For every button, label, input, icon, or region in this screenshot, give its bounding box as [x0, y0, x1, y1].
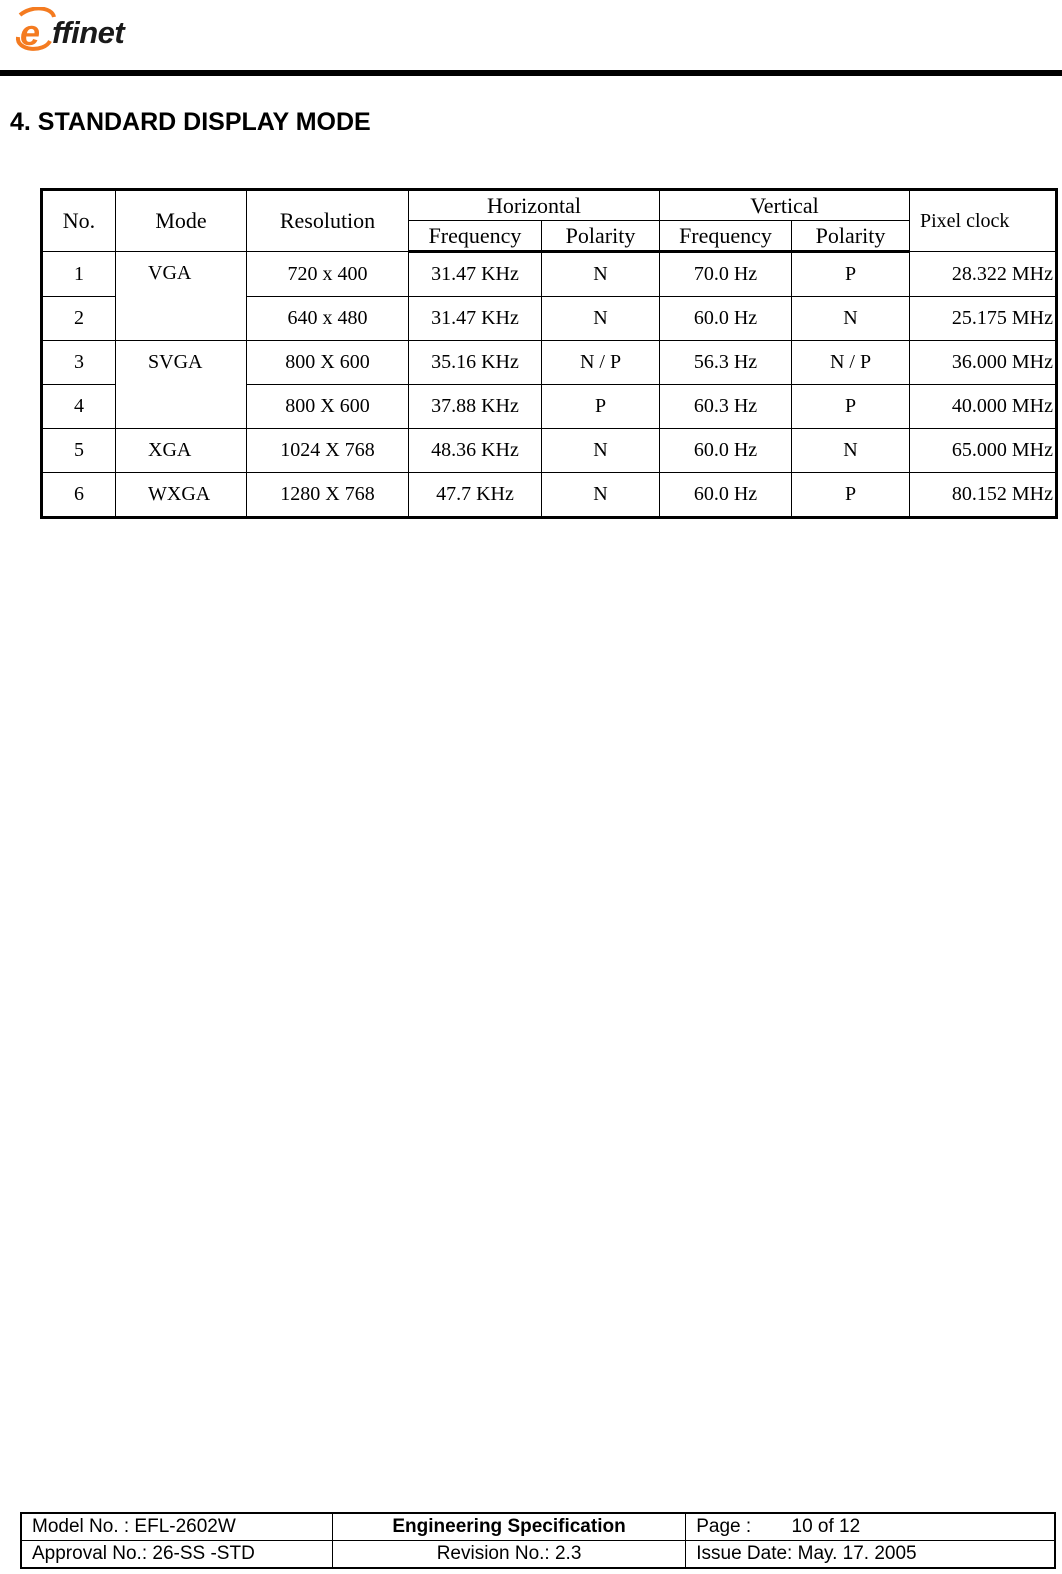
table-row: [42, 429, 1057, 473]
cell-h-frequency: 48.36 KHz: [409, 429, 542, 473]
cell-pixel-clock: 36.000 MHz: [910, 341, 1057, 385]
table-row: [42, 252, 1057, 297]
cell-v-polarity: P: [792, 385, 910, 429]
cell-h-polarity: N: [542, 473, 660, 518]
cell-no: 5: [42, 429, 116, 473]
cell-pixel-clock: 80.152 MHz: [910, 473, 1057, 518]
footer-model-no: Model No. : EFL-2602W: [21, 1513, 332, 1541]
cell-v-frequency: 70.0 Hz: [660, 252, 792, 297]
cell-h-frequency: 35.16 KHz: [409, 341, 542, 385]
cell-h-polarity: P: [542, 385, 660, 429]
header-h-polarity: Polarity: [542, 221, 660, 252]
header-h-frequency: Frequency: [409, 221, 542, 252]
cell-resolution: 640 x 480: [247, 297, 409, 341]
cell-resolution: 800 X 600: [247, 385, 409, 429]
cell-mode: XGA: [116, 429, 247, 473]
table-row: [42, 341, 1057, 385]
cell-v-frequency: 60.0 Hz: [660, 429, 792, 473]
header-no: No.: [42, 190, 116, 252]
footer-doc-title: Engineering Specification: [332, 1513, 685, 1541]
display-mode-table: [40, 188, 1058, 519]
cell-no: 3: [42, 341, 116, 385]
header-vertical: Vertical: [660, 190, 910, 221]
company-logo: [14, 2, 124, 58]
footer-page-label: Page :: [696, 1516, 752, 1537]
cell-resolution: 800 X 600: [247, 341, 409, 385]
header-rule: [0, 70, 1062, 76]
cell-no: 6: [42, 473, 116, 518]
cell-v-polarity: P: [792, 473, 910, 518]
document-footer: [20, 1512, 1056, 1569]
cell-pixel-clock: 25.175 MHz: [910, 297, 1057, 341]
footer-revision-no: Revision No.: 2.3: [332, 1541, 685, 1569]
cell-h-frequency: 47.7 KHz: [409, 473, 542, 518]
header-mode: Mode: [116, 190, 247, 252]
logo-mark-letter: e: [20, 12, 41, 53]
cell-v-polarity: N: [792, 429, 910, 473]
section-title: 4. STANDARD DISPLAY MODE: [10, 108, 371, 136]
cell-mode: SVGA: [116, 341, 247, 429]
cell-mode: WXGA: [116, 473, 247, 518]
cell-v-polarity: N / P: [792, 341, 910, 385]
header-v-polarity: Polarity: [792, 221, 910, 252]
cell-v-polarity: N: [792, 297, 910, 341]
cell-v-frequency: 60.3 Hz: [660, 385, 792, 429]
cell-pixel-clock: 65.000 MHz: [910, 429, 1057, 473]
cell-v-frequency: 60.0 Hz: [660, 297, 792, 341]
cell-h-polarity: N: [542, 297, 660, 341]
footer-page: [686, 1513, 1055, 1541]
header-resolution: Resolution: [247, 190, 409, 252]
logo-mark: [14, 7, 58, 53]
table-row: [42, 473, 1057, 518]
cell-resolution: 720 x 400: [247, 252, 409, 297]
cell-h-frequency: 37.88 KHz: [409, 385, 542, 429]
cell-v-frequency: 60.0 Hz: [660, 473, 792, 518]
cell-h-polarity: N: [542, 252, 660, 297]
cell-pixel-clock: 28.322 MHz: [910, 252, 1057, 297]
cell-no: 4: [42, 385, 116, 429]
cell-resolution: 1280 X 768: [247, 473, 409, 518]
cell-h-frequency: 31.47 KHz: [409, 252, 542, 297]
cell-no: 2: [42, 297, 116, 341]
cell-v-polarity: P: [792, 252, 910, 297]
cell-resolution: 1024 X 768: [247, 429, 409, 473]
footer-page-value: 10 of 12: [791, 1516, 861, 1537]
cell-h-frequency: 31.47 KHz: [409, 297, 542, 341]
cell-v-frequency: 56.3 Hz: [660, 341, 792, 385]
cell-mode: VGA: [116, 252, 247, 341]
header-horizontal: Horizontal: [409, 190, 660, 221]
header-v-frequency: Frequency: [660, 221, 792, 252]
footer-issue-date: Issue Date: May. 17. 2005: [686, 1541, 1055, 1569]
footer-approval-no: Approval No.: 26-SS -STD: [21, 1541, 332, 1569]
header-pixel-clock: Pixel clock: [910, 190, 1057, 252]
cell-h-polarity: N: [542, 429, 660, 473]
logo-text: ffinet: [52, 15, 125, 50]
cell-pixel-clock: 40.000 MHz: [910, 385, 1057, 429]
cell-no: 1: [42, 252, 116, 297]
cell-h-polarity: N / P: [542, 341, 660, 385]
